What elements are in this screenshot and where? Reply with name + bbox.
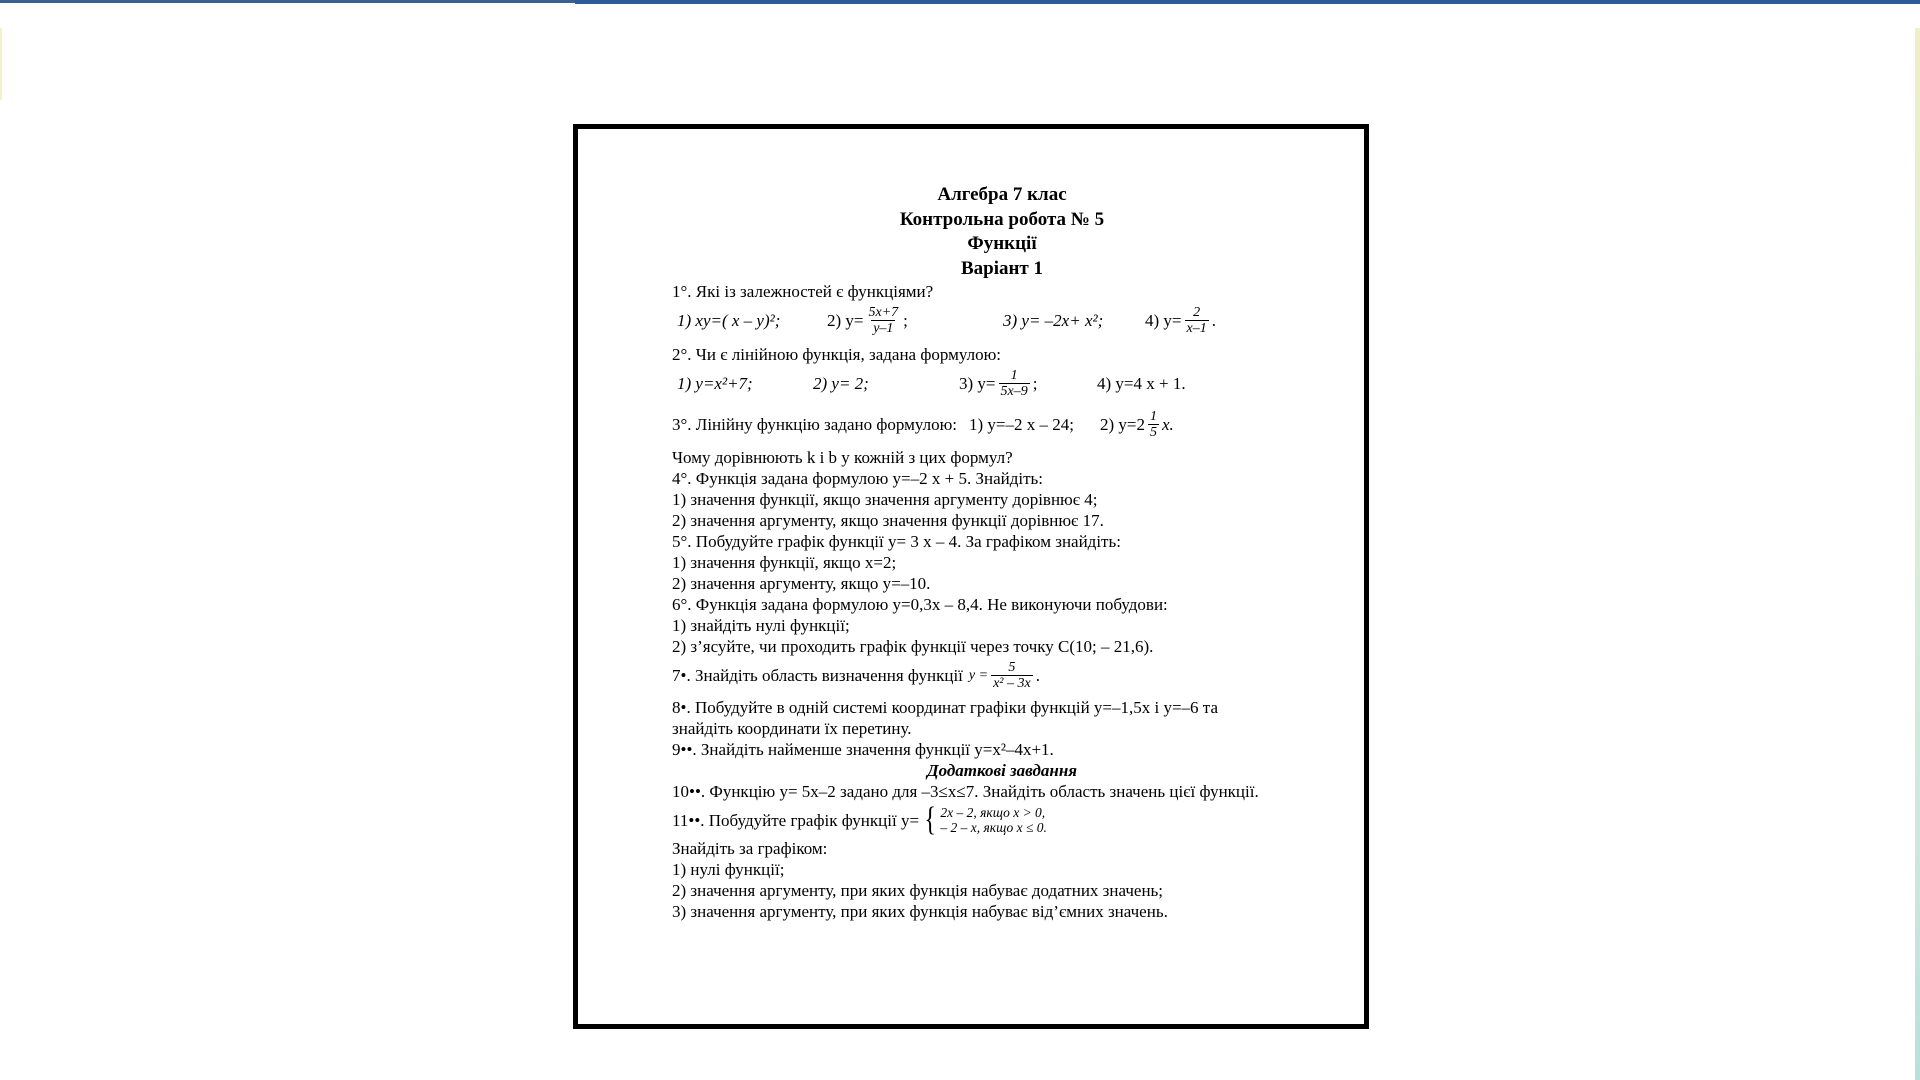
window-top-border-right	[575, 0, 1920, 4]
question-2: 2°. Чи є лінійною функція, задана формулою:	[672, 345, 1002, 364]
q11-piecewise-system	[919, 803, 1047, 837]
question-8: 8•. Побудуйте в одній системі координат графіки функцій y=–1,5x і y=–6 та	[672, 698, 1218, 717]
question-11-part-1: 1) нулі функції;	[672, 860, 785, 879]
q2-option-4-text: 4) y=4 x + 1.	[1097, 373, 1186, 393]
question-6: 6°. Функція задана формулою y=0,3x – 8,4. Не виконуючи побудови:	[672, 595, 1168, 614]
question-11-text: 11••. Побудуйте графік функції y=	[672, 810, 920, 830]
q7-fraction	[991, 660, 1033, 691]
q11-cases	[940, 805, 1046, 835]
question-10: 10••. Функцію y= 5x–2 задано для –3≤x≤7. Знайдіть область значень цієї функції.	[672, 782, 1259, 801]
question-11-part-3: 3) значення аргументу, при яких функція набуває від’ємних значень.	[672, 902, 1168, 921]
q1-option-4-end: .	[1211, 310, 1216, 330]
q1-option-1-text: 1) xy=( x – y)²;	[677, 310, 781, 330]
question-4-part-1: 1) значення функції, якщо значення аргументу дорівнює 4;	[672, 490, 1098, 509]
left-edge-strip	[0, 28, 2, 100]
question-3-text: 3°. Лінійну функцію задано формулою:	[672, 414, 958, 434]
brace-icon: {	[924, 801, 936, 838]
q3-option-2-lhs: 2) y=2	[1100, 414, 1145, 434]
fraction-denominator: x² – 3x	[993, 675, 1031, 691]
question-11-find: Знайдіть за графіком:	[672, 839, 828, 858]
question-7-text: 7•. Знайдіть область визначення функції	[672, 665, 963, 685]
topic-title: Функції	[967, 233, 1037, 254]
variant-title: Варіант 1	[960, 257, 1044, 279]
question-1: 1°. Які із залежностей є функціями?	[672, 282, 934, 301]
fraction-denominator: 5x–9	[1000, 383, 1028, 399]
question-4-part-2: 2) значення аргументу, якщо значення функції дорівнює 17.	[672, 511, 1104, 530]
question-6-part-1: 1) знайдіть нулі функції;	[672, 616, 850, 635]
q3-option-2-fraction	[1148, 409, 1159, 440]
work-title: Контрольна робота № 5	[899, 208, 1105, 230]
fraction-denominator: y–1	[873, 320, 894, 336]
q2-option-3-lhs: 3) y=	[959, 373, 996, 393]
q2-option-2	[813, 373, 959, 394]
q3-option-2-end: x.	[1162, 414, 1174, 434]
question-5: 5°. Побудуйте графік функції y= 3 x – 4. За графіком знайдіть:	[672, 532, 1121, 551]
q1-option-2-end: ;	[903, 310, 908, 330]
q1-option-3	[1003, 310, 1145, 331]
q1-option-4	[1145, 305, 1216, 336]
question-4: 4°. Функція задана формулою y=–2 x + 5. Знайдіть:	[672, 469, 1043, 488]
fraction-numerator: 5	[1008, 659, 1016, 675]
fraction-numerator: 2	[1193, 304, 1201, 320]
question-5-part-2: 2) значення аргументу, якщо y=–10.	[672, 574, 931, 593]
fraction-denominator: x–1	[1186, 320, 1207, 336]
question-6-part-2: 2) з’ясуйте, чи проходить графік функції через точку С(10; – 21,6).	[672, 637, 1154, 656]
fraction-numerator: 1	[1150, 408, 1157, 424]
q11-case-2: – 2 – x, якщо x ≤ 0.	[940, 820, 1047, 835]
document-content	[672, 183, 1332, 922]
q2-option-3-end: ;	[1032, 373, 1038, 393]
fraction-numerator: 1	[1010, 367, 1018, 383]
q1-option-1	[677, 310, 827, 331]
question-9: 9••. Знайдіть найменше значення функції y=x²–4x+1.	[672, 740, 1054, 759]
q3-option-1: 1) y=–2 x – 24;	[969, 414, 1074, 434]
fraction-numerator: 5x+7	[868, 304, 899, 320]
document-page	[573, 124, 1369, 1029]
q11-case-1: 2x – 2, якщо x > 0,	[940, 805, 1046, 820]
q2-option-3-fraction	[999, 368, 1030, 399]
right-scrollbar-strip[interactable]	[1915, 28, 1920, 1080]
q1-option-4-fraction	[1185, 305, 1209, 336]
q2-option-2-text: 2) y= 2;	[813, 373, 869, 393]
extra-tasks-heading: Додаткові завдання	[926, 761, 1078, 780]
fraction-denominator: 5	[1150, 424, 1157, 440]
q2-option-1	[677, 373, 813, 394]
q1-option-4-lhs: 4) y=	[1145, 310, 1182, 330]
question-8-cont: знайдіть координати їх перетину.	[672, 719, 912, 738]
q1-option-2-fraction	[867, 305, 901, 336]
q2-option-4	[1097, 373, 1186, 394]
q7-lhs: y =	[968, 667, 989, 683]
q2-option-3	[959, 368, 1097, 399]
question-3-followup: Чому дорівнюють k і b у кожній з цих формул?	[672, 448, 1013, 467]
question-11-part-2: 2) значення аргументу, при яких функція набуває додатних значень;	[672, 881, 1164, 900]
q2-option-1-text: 1) y=x²+7;	[677, 373, 753, 393]
question-7	[672, 657, 1332, 693]
question-11	[672, 802, 1332, 838]
q1-option-2	[827, 305, 1003, 336]
q3-option-2	[1100, 409, 1174, 440]
q1-option-3-text: 3) y= –2x+ x²;	[1003, 310, 1104, 330]
question-5-part-1: 1) значення функції, якщо x=2;	[672, 553, 897, 572]
q1-option-2-lhs: 2) y=	[827, 310, 864, 330]
question-2-options	[672, 365, 1332, 401]
question-3	[672, 405, 1332, 443]
document-title: Алгебра 7 клас	[937, 184, 1067, 205]
question-1-options	[672, 302, 1332, 338]
q7-end: .	[1035, 665, 1040, 685]
window-top-border-left	[0, 0, 575, 3]
